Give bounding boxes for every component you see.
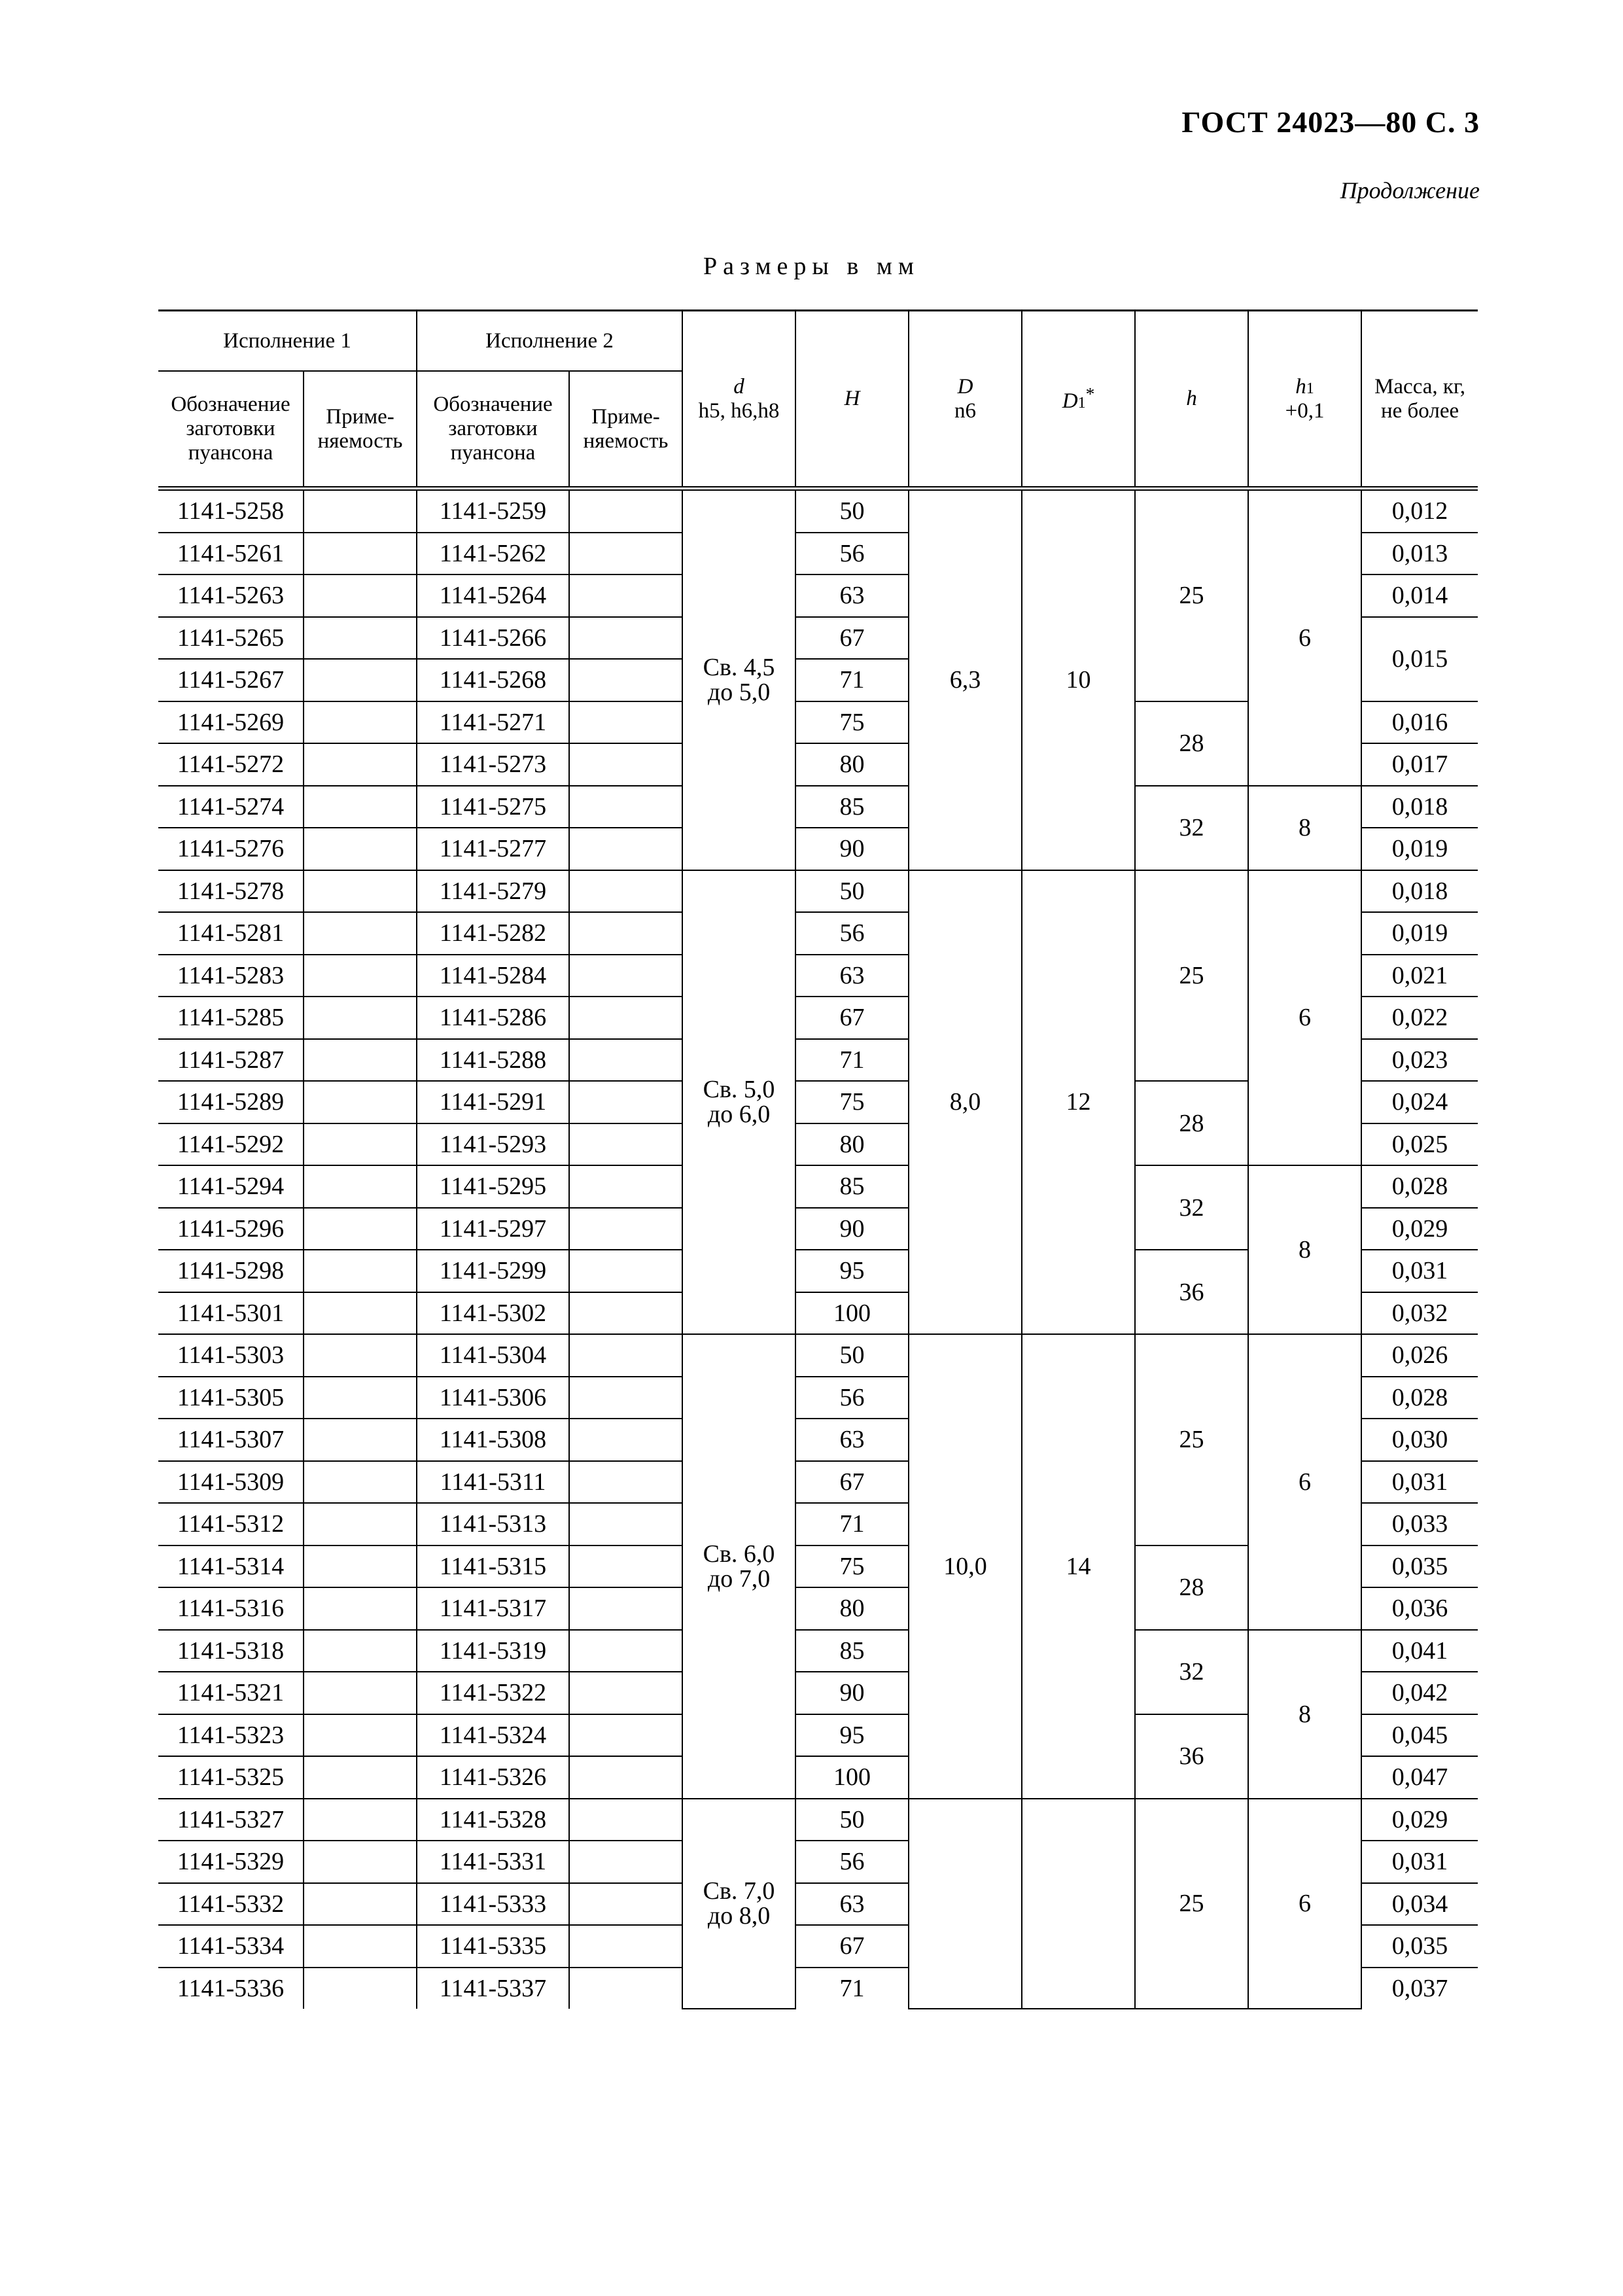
h-value: 28 — [1135, 1545, 1248, 1630]
applicability-exec2 — [569, 1123, 682, 1166]
applicability-exec2 — [569, 1461, 682, 1504]
applicability-exec1 — [304, 1968, 417, 2009]
mass-value: 0,022 — [1361, 997, 1478, 1039]
applicability-exec2 — [569, 1208, 682, 1250]
mass-value: 0,018 — [1361, 870, 1478, 913]
h-value: 36 — [1135, 1714, 1248, 1799]
H-value: 80 — [795, 1587, 909, 1630]
mass-value: 0,045 — [1361, 1714, 1478, 1757]
applicability-exec2 — [569, 1799, 682, 1841]
H-value: 85 — [795, 1630, 909, 1672]
designation-exec1: 1141-5265 — [158, 617, 304, 660]
header-designation-1: Обозначение заготовки пуансона — [158, 371, 304, 489]
designation-exec1: 1141-5287 — [158, 1039, 304, 1082]
mass-value: 0,029 — [1361, 1799, 1478, 1841]
mass-value: 0,031 — [1361, 1461, 1478, 1504]
applicability-exec2 — [569, 1039, 682, 1082]
designation-exec2: 1141-5306 — [417, 1377, 569, 1419]
designation-exec2: 1141-5299 — [417, 1250, 569, 1292]
designation-exec1: 1141-5303 — [158, 1334, 304, 1377]
designation-exec1: 1141-5267 — [158, 659, 304, 701]
table-row — [158, 870, 1478, 913]
continuation-label: Продолжение — [1340, 177, 1480, 203]
applicability-exec2 — [569, 489, 682, 533]
designation-exec2: 1141-5311 — [417, 1461, 569, 1504]
designation-exec1: 1141-5289 — [158, 1081, 304, 1123]
header-mass: Масса, кг, не более — [1361, 311, 1478, 489]
table-row — [158, 1165, 1478, 1208]
designation-exec1: 1141-5274 — [158, 786, 304, 828]
mass-value: 0,042 — [1361, 1672, 1478, 1714]
designation-exec1: 1141-5269 — [158, 701, 304, 744]
H-value: 80 — [795, 743, 909, 786]
header-d-tolerance: h5, h6,h8 — [698, 398, 780, 423]
applicability-exec2 — [569, 955, 682, 997]
H-value: 90 — [795, 1672, 909, 1714]
designation-exec2: 1141-5286 — [417, 997, 569, 1039]
header-h1-symbol: h — [1295, 374, 1306, 398]
designation-exec1: 1141-5272 — [158, 743, 304, 786]
designation-exec1: 1141-5325 — [158, 1756, 304, 1799]
d-range: Св. 7,0 до 8,0 — [682, 1799, 795, 2009]
designation-exec1: 1141-5336 — [158, 1968, 304, 2009]
applicability-exec1 — [304, 1165, 417, 1208]
designation-exec2: 1141-5268 — [417, 659, 569, 701]
H-value: 50 — [795, 489, 909, 533]
H-value: 56 — [795, 1841, 909, 1883]
designation-exec1: 1141-5316 — [158, 1587, 304, 1630]
D1-value: 14 — [1022, 1334, 1135, 1799]
mass-value: 0,037 — [1361, 1968, 1478, 2009]
D1-value: 10 — [1022, 489, 1135, 870]
H-value: 95 — [795, 1714, 909, 1757]
mass-value: 0,026 — [1361, 1334, 1478, 1377]
designation-exec1: 1141-5323 — [158, 1714, 304, 1757]
applicability-exec2 — [569, 1545, 682, 1588]
table-row — [158, 1630, 1478, 1672]
H-value: 67 — [795, 1461, 909, 1504]
mass-value: 0,041 — [1361, 1630, 1478, 1672]
table-head — [158, 311, 1478, 489]
designation-exec1: 1141-5318 — [158, 1630, 304, 1672]
applicability-exec2 — [569, 743, 682, 786]
mass-value: 0,024 — [1361, 1081, 1478, 1123]
applicability-exec1 — [304, 1208, 417, 1250]
designation-exec1: 1141-5327 — [158, 1799, 304, 1841]
mass-value: 0,033 — [1361, 1503, 1478, 1545]
h-value: 32 — [1135, 786, 1248, 870]
applicability-exec2 — [569, 1419, 682, 1461]
designation-exec1: 1141-5321 — [158, 1672, 304, 1714]
header-D1-symbol: D — [1062, 389, 1078, 414]
mass-value: 0,019 — [1361, 828, 1478, 870]
header-d — [682, 311, 795, 489]
H-value: 56 — [795, 912, 909, 955]
D1-value — [1022, 1799, 1135, 2009]
D1-value: 12 — [1022, 870, 1135, 1335]
applicability-exec1 — [304, 1081, 417, 1123]
D-value: 8,0 — [909, 870, 1022, 1335]
applicability-exec2 — [569, 997, 682, 1039]
mass-value: 0,035 — [1361, 1545, 1478, 1588]
standard-title: ГОСТ 24023—80 С. 3 — [1181, 105, 1480, 139]
applicability-exec1 — [304, 1587, 417, 1630]
applicability-exec2 — [569, 1756, 682, 1799]
applicability-exec1 — [304, 1292, 417, 1335]
applicability-exec1 — [304, 659, 417, 701]
applicability-exec2 — [569, 786, 682, 828]
mass-value: 0,028 — [1361, 1377, 1478, 1419]
applicability-exec1 — [304, 997, 417, 1039]
header-h: h — [1135, 311, 1248, 489]
D-value: 6,3 — [909, 489, 1022, 870]
applicability-exec1 — [304, 870, 417, 913]
header-designation-2: Обозначение заготовки пуансона — [417, 371, 569, 489]
designation-exec1: 1141-5296 — [158, 1208, 304, 1250]
d-range: Св. 5,0 до 6,0 — [682, 870, 795, 1335]
h1-value: 8 — [1248, 786, 1361, 870]
designation-exec2: 1141-5266 — [417, 617, 569, 660]
h1-value: 8 — [1248, 1165, 1361, 1334]
designation-exec2: 1141-5259 — [417, 489, 569, 533]
designation-exec2: 1141-5295 — [417, 1165, 569, 1208]
applicability-exec1 — [304, 1756, 417, 1799]
mass-value: 0,029 — [1361, 1208, 1478, 1250]
designation-exec2: 1141-5291 — [417, 1081, 569, 1123]
header-D1-subscript: 1 — [1077, 395, 1086, 412]
mass-value: 0,030 — [1361, 1419, 1478, 1461]
designation-exec2: 1141-5277 — [417, 828, 569, 870]
H-value: 71 — [795, 1039, 909, 1082]
applicability-exec1 — [304, 1503, 417, 1545]
applicability-exec2 — [569, 1672, 682, 1714]
mass-value: 0,012 — [1361, 489, 1478, 533]
d-range: Св. 4,5 до 5,0 — [682, 489, 795, 870]
applicability-exec2 — [569, 912, 682, 955]
H-value: 50 — [795, 870, 909, 913]
designation-exec2: 1141-5333 — [417, 1883, 569, 1926]
designation-exec1: 1141-5307 — [158, 1419, 304, 1461]
designation-exec1: 1141-5309 — [158, 1461, 304, 1504]
units-caption: Размеры в мм — [703, 253, 920, 280]
header-applicability-2: Приме- няемость — [569, 371, 682, 489]
mass-value: 0,023 — [1361, 1039, 1478, 1082]
applicability-exec2 — [569, 1925, 682, 1968]
applicability-exec1 — [304, 786, 417, 828]
mass-value: 0,018 — [1361, 786, 1478, 828]
mass-value: 0,015 — [1361, 617, 1478, 701]
designation-exec2: 1141-5293 — [417, 1123, 569, 1166]
table-row — [158, 1334, 1478, 1377]
designation-exec1: 1141-5294 — [158, 1165, 304, 1208]
H-value: 100 — [795, 1756, 909, 1799]
header-D — [909, 311, 1022, 489]
h-value: 32 — [1135, 1630, 1248, 1714]
designation-exec1: 1141-5329 — [158, 1841, 304, 1883]
applicability-exec1 — [304, 955, 417, 997]
punch-blank-table — [158, 309, 1478, 2009]
applicability-exec2 — [569, 533, 682, 575]
H-value: 50 — [795, 1799, 909, 1841]
H-value: 80 — [795, 1123, 909, 1166]
h-value: 32 — [1135, 1165, 1248, 1250]
h1-value: 6 — [1248, 1799, 1361, 2009]
applicability-exec2 — [569, 701, 682, 744]
designation-exec1: 1141-5278 — [158, 870, 304, 913]
applicability-exec1 — [304, 743, 417, 786]
designation-exec2: 1141-5331 — [417, 1841, 569, 1883]
applicability-exec1 — [304, 828, 417, 870]
mass-value: 0,028 — [1361, 1165, 1478, 1208]
H-value: 75 — [795, 1081, 909, 1123]
applicability-exec1 — [304, 1039, 417, 1082]
H-value: 90 — [795, 1208, 909, 1250]
header-h1-tolerance: +0,1 — [1285, 398, 1325, 423]
table-body — [158, 489, 1478, 2009]
designation-exec1: 1141-5314 — [158, 1545, 304, 1588]
designation-exec2: 1141-5317 — [417, 1587, 569, 1630]
designation-exec2: 1141-5315 — [417, 1545, 569, 1588]
mass-value: 0,014 — [1361, 574, 1478, 617]
h1-value: 6 — [1248, 1334, 1361, 1630]
H-value: 56 — [795, 533, 909, 575]
H-value: 63 — [795, 955, 909, 997]
applicability-exec2 — [569, 1377, 682, 1419]
designation-exec2: 1141-5326 — [417, 1756, 569, 1799]
applicability-exec1 — [304, 1630, 417, 1672]
H-value: 71 — [795, 1968, 909, 2009]
h-value: 25 — [1135, 489, 1248, 701]
designation-exec1: 1141-5258 — [158, 489, 304, 533]
H-value: 71 — [795, 659, 909, 701]
h1-value: 8 — [1248, 1630, 1361, 1799]
designation-exec1: 1141-5332 — [158, 1883, 304, 1926]
designation-exec1: 1141-5283 — [158, 955, 304, 997]
mass-value: 0,031 — [1361, 1841, 1478, 1883]
h-value: 36 — [1135, 1250, 1248, 1334]
applicability-exec1 — [304, 533, 417, 575]
H-value: 50 — [795, 1334, 909, 1377]
designation-exec2: 1141-5288 — [417, 1039, 569, 1082]
designation-exec1: 1141-5281 — [158, 912, 304, 955]
header-D1 — [1022, 311, 1135, 489]
header-exec2: Исполнение 2 — [417, 311, 682, 372]
applicability-exec2 — [569, 659, 682, 701]
designation-exec1: 1141-5298 — [158, 1250, 304, 1292]
h1-value: 6 — [1248, 489, 1361, 786]
applicability-exec2 — [569, 617, 682, 660]
applicability-exec2 — [569, 828, 682, 870]
applicability-exec1 — [304, 1883, 417, 1926]
designation-exec2: 1141-5313 — [417, 1503, 569, 1545]
table-row — [158, 1799, 1478, 1841]
applicability-exec2 — [569, 1334, 682, 1377]
header-h1-subscript: 1 — [1306, 380, 1314, 397]
applicability-exec2 — [569, 1503, 682, 1545]
applicability-exec1 — [304, 1461, 417, 1504]
applicability-exec1 — [304, 1545, 417, 1588]
table-row — [158, 786, 1478, 828]
H-value: 67 — [795, 617, 909, 660]
H-value: 90 — [795, 828, 909, 870]
designation-exec2: 1141-5308 — [417, 1419, 569, 1461]
D-value — [909, 1799, 1022, 2009]
designation-exec2: 1141-5297 — [417, 1208, 569, 1250]
applicability-exec2 — [569, 1081, 682, 1123]
applicability-exec1 — [304, 1799, 417, 1841]
table-row — [158, 489, 1478, 533]
applicability-exec2 — [569, 1968, 682, 2009]
designation-exec1: 1141-5263 — [158, 574, 304, 617]
header-d-symbol: d — [733, 374, 744, 398]
h-value: 25 — [1135, 870, 1248, 1082]
mass-value: 0,021 — [1361, 955, 1478, 997]
designation-exec2: 1141-5273 — [417, 743, 569, 786]
applicability-exec1 — [304, 1250, 417, 1292]
header-D1-star: * — [1085, 383, 1095, 404]
mass-value: 0,035 — [1361, 1925, 1478, 1968]
designation-exec1: 1141-5312 — [158, 1503, 304, 1545]
applicability-exec1 — [304, 1841, 417, 1883]
applicability-exec2 — [569, 1630, 682, 1672]
h-value: 28 — [1135, 701, 1248, 786]
mass-value: 0,032 — [1361, 1292, 1478, 1335]
applicability-exec1 — [304, 574, 417, 617]
applicability-exec2 — [569, 1250, 682, 1292]
applicability-exec1 — [304, 489, 417, 533]
mass-value: 0,017 — [1361, 743, 1478, 786]
applicability-exec1 — [304, 1419, 417, 1461]
applicability-exec1 — [304, 1672, 417, 1714]
applicability-exec1 — [304, 1925, 417, 1968]
h-value: 25 — [1135, 1799, 1248, 2009]
designation-exec2: 1141-5275 — [417, 786, 569, 828]
header-exec1: Исполнение 1 — [158, 311, 417, 372]
designation-exec1: 1141-5276 — [158, 828, 304, 870]
applicability-exec2 — [569, 1165, 682, 1208]
applicability-exec2 — [569, 1714, 682, 1757]
designation-exec2: 1141-5282 — [417, 912, 569, 955]
mass-value: 0,013 — [1361, 533, 1478, 575]
mass-value: 0,034 — [1361, 1883, 1478, 1926]
applicability-exec1 — [304, 1377, 417, 1419]
H-value: 95 — [795, 1250, 909, 1292]
designation-exec2: 1141-5284 — [417, 955, 569, 997]
D-value: 10,0 — [909, 1334, 1022, 1799]
header-D-tolerance: n6 — [954, 398, 977, 423]
designation-exec2: 1141-5264 — [417, 574, 569, 617]
designation-exec2: 1141-5335 — [417, 1925, 569, 1968]
header-D-symbol: D — [957, 374, 973, 398]
designation-exec1: 1141-5334 — [158, 1925, 304, 1968]
designation-exec2: 1141-5328 — [417, 1799, 569, 1841]
H-value: 75 — [795, 1545, 909, 1588]
designation-exec2: 1141-5322 — [417, 1672, 569, 1714]
H-value: 85 — [795, 1165, 909, 1208]
header-applicability-1: Приме- няемость — [304, 371, 417, 489]
designation-exec1: 1141-5285 — [158, 997, 304, 1039]
mass-value: 0,025 — [1361, 1123, 1478, 1166]
H-value: 71 — [795, 1503, 909, 1545]
H-value: 67 — [795, 1925, 909, 1968]
applicability-exec2 — [569, 1587, 682, 1630]
applicability-exec1 — [304, 1714, 417, 1757]
applicability-exec1 — [304, 912, 417, 955]
h-value: 25 — [1135, 1334, 1248, 1545]
designation-exec1: 1141-5261 — [158, 533, 304, 575]
header-H: H — [795, 311, 909, 489]
applicability-exec2 — [569, 1292, 682, 1335]
applicability-exec1 — [304, 1123, 417, 1166]
designation-exec1: 1141-5292 — [158, 1123, 304, 1166]
mass-value: 0,036 — [1361, 1587, 1478, 1630]
h1-value: 6 — [1248, 870, 1361, 1166]
H-value: 67 — [795, 997, 909, 1039]
designation-exec2: 1141-5302 — [417, 1292, 569, 1335]
applicability-exec1 — [304, 701, 417, 744]
mass-value: 0,016 — [1361, 701, 1478, 744]
H-value: 56 — [795, 1377, 909, 1419]
H-value: 100 — [795, 1292, 909, 1335]
H-value: 85 — [795, 786, 909, 828]
mass-value: 0,047 — [1361, 1756, 1478, 1799]
designation-exec1: 1141-5305 — [158, 1377, 304, 1419]
d-range: Св. 6,0 до 7,0 — [682, 1334, 795, 1799]
header-h1 — [1248, 311, 1361, 489]
mass-value: 0,019 — [1361, 912, 1478, 955]
h-value: 28 — [1135, 1081, 1248, 1165]
H-value: 75 — [795, 701, 909, 744]
designation-exec2: 1141-5337 — [417, 1968, 569, 2009]
H-value: 63 — [795, 1883, 909, 1926]
applicability-exec1 — [304, 1334, 417, 1377]
designation-exec2: 1141-5262 — [417, 533, 569, 575]
applicability-exec2 — [569, 870, 682, 913]
designation-exec2: 1141-5304 — [417, 1334, 569, 1377]
designation-exec2: 1141-5279 — [417, 870, 569, 913]
applicability-exec2 — [569, 1883, 682, 1926]
H-value: 63 — [795, 574, 909, 617]
applicability-exec2 — [569, 1841, 682, 1883]
H-value: 63 — [795, 1419, 909, 1461]
designation-exec2: 1141-5271 — [417, 701, 569, 744]
designation-exec2: 1141-5324 — [417, 1714, 569, 1757]
applicability-exec1 — [304, 617, 417, 660]
designation-exec1: 1141-5301 — [158, 1292, 304, 1335]
designation-exec2: 1141-5319 — [417, 1630, 569, 1672]
applicability-exec2 — [569, 574, 682, 617]
mass-value: 0,031 — [1361, 1250, 1478, 1292]
